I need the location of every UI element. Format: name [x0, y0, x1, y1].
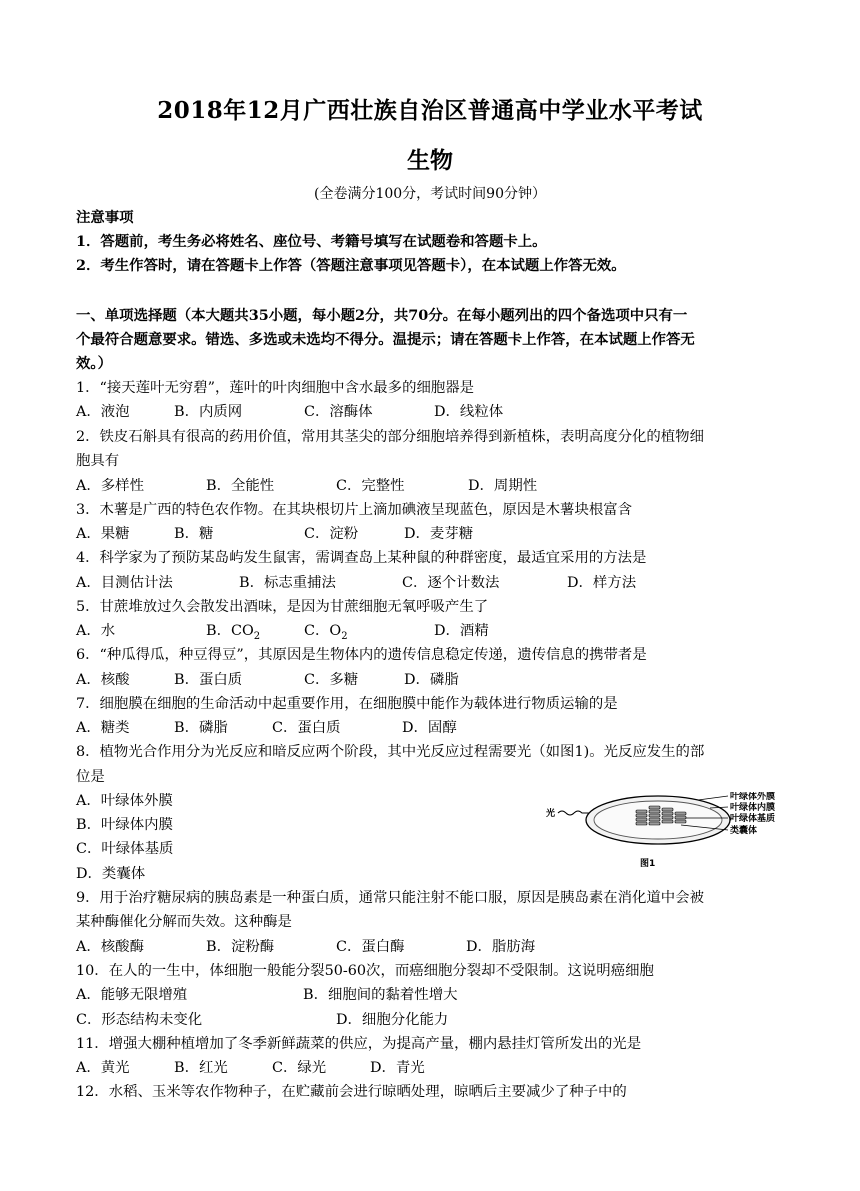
figure-label-stroma: 叶绿体基质	[730, 814, 776, 824]
section-intro: 一、单项选择题（本大题共35小题，每小题2分，共70分。在每小题列出的四个备选项中只有一	[76, 307, 688, 324]
question-options	[76, 573, 636, 593]
notice-heading: 注意事项	[76, 209, 134, 226]
question-stem: 3．木薯是广西的特色农作物。在其块根切片上滴加碘液呈现蓝色，原因是木薯块根富含	[76, 502, 633, 518]
question-stem: 位是	[76, 769, 105, 785]
exam-info: (全卷满分100分，考试时间90分钟）	[314, 186, 546, 202]
option-b: B．叶绿体内膜	[76, 817, 173, 833]
option-b: B．细胞间的黏着性增大	[303, 987, 458, 1003]
section-intro: 效。）	[76, 355, 112, 372]
option-b: B．标志重捕法	[239, 575, 336, 591]
question-stem: 1．“接天莲叶无穷碧”，莲叶的叶肉细胞中含水最多的细胞器是	[76, 380, 475, 396]
question-options	[76, 670, 459, 690]
question-options	[76, 985, 457, 1005]
option-a: A．多样性	[76, 478, 144, 494]
light-label: 光	[546, 809, 556, 819]
option-b: B．全能性	[206, 478, 275, 494]
option-c: C．多糖	[304, 672, 359, 688]
question-options	[76, 1010, 448, 1030]
figure-label-outer-membrane: 叶绿体外膜	[730, 792, 776, 802]
option-c: C．$O_2$	[304, 623, 348, 642]
option-b: B．红光	[174, 1060, 228, 1076]
section-intro: 个最符合题意要求。错选、多选或未选均不得分。温提示；请在答题卡上作答，在本试题上作答无	[76, 331, 695, 348]
option-a: A．果糖	[76, 526, 130, 542]
option-b: B．淀粉酶	[206, 939, 275, 955]
option-d: D．细胞分化能力	[336, 1012, 449, 1028]
option-b: B．磷脂	[174, 720, 228, 736]
option-b: B．蛋白质	[174, 672, 243, 688]
option-a: A．叶绿体外膜	[76, 793, 173, 809]
question-stem: 5．甘蔗堆放过久会散发出酒味，是因为甘蔗细胞无氧呼吸产生了	[76, 599, 489, 615]
option-c: C．溶酶体	[304, 404, 373, 420]
option-a: A．核酸酶	[76, 939, 144, 955]
figure-label-inner-membrane: 叶绿体内膜	[730, 803, 776, 813]
subject-title: 生物	[407, 147, 453, 174]
question-stem: 某种酶催化分解而失效。这种酶是	[76, 914, 292, 930]
option-d: D．脂肪海	[466, 939, 536, 955]
option-b: B．$CO_2$	[206, 623, 261, 642]
option-c: C．绿光	[272, 1060, 327, 1076]
notice-item: 2．考生作答时，请在答题卡上作答（答题注意事项见答题卡），在本试题上作答无效。	[76, 257, 626, 274]
question-options	[76, 476, 537, 496]
figure-caption: 图1	[640, 859, 656, 869]
light-wave-icon	[558, 811, 590, 815]
option-a: A．液泡	[76, 404, 130, 420]
option-c: C．淀粉	[304, 526, 359, 542]
question-stem: 11．增强大棚种植增加了冬季新鲜蔬菜的供应，为提高产量，棚内悬挂灯管所发出的光是	[76, 1036, 642, 1052]
option-d: D．酒精	[434, 623, 489, 639]
question-stem: 8．植物光合作用分为光反应和暗反应两个阶段，其中光反应过程需要光（如图1)。光反应发生的部	[76, 744, 705, 760]
option-b: B．内质网	[174, 404, 243, 420]
option-d: D．线粒体	[434, 404, 504, 420]
question-stem: 2．铁皮石斛具有很高的药用价值，常用其茎尖的部分细胞培养得到新植株，表明高度分化的植物细	[76, 429, 704, 445]
question-options	[76, 524, 473, 544]
question-options	[76, 718, 457, 738]
question-options	[76, 402, 503, 422]
option-a: A．黄光	[76, 1060, 130, 1076]
notice-item: 1．答题前，考生务必将姓名、座位号、考籍号填写在试题卷和答题卡上。	[76, 233, 547, 250]
figure-label-thylakoid: 类囊体	[730, 826, 758, 836]
option-a: A．水	[76, 623, 116, 639]
option-c: C．完整性	[336, 478, 405, 494]
option-b: B．糖	[174, 526, 214, 542]
question-stem: 10．在人的一生中，体细胞一般能分裂50-60次，而癌细胞分裂却不受限制。这说明癌细胞	[76, 963, 654, 979]
option-d: D．类囊体	[76, 866, 146, 882]
chloroplast-figure	[540, 792, 790, 872]
option-d: D．周期性	[468, 478, 538, 494]
exam-title: 2018年12月广西壮族自治区普通高中学业水平考试	[157, 97, 703, 124]
option-a: A．目测估计法	[76, 575, 173, 591]
option-c: C．逐个计数法	[402, 575, 500, 591]
option-d: D．固醇	[402, 720, 457, 736]
option-c: C．形态结构未变化	[76, 1012, 203, 1028]
question-stem: 12．水稻、玉米等农作物种子，在贮藏前会进行晾晒处理，晾晒后主要减少了种子中的	[76, 1084, 627, 1100]
option-a: A．糖类	[76, 720, 130, 736]
question-stem: 7．细胞膜在细胞的生命活动中起重要作用，在细胞膜中能作为载体进行物质运输的是	[76, 696, 618, 712]
option-d: D．磷脂	[404, 672, 459, 688]
option-d: D．样方法	[567, 575, 637, 591]
question-options	[76, 621, 489, 641]
option-a: A．核酸	[76, 672, 130, 688]
option-c: C．叶绿体基质	[76, 841, 174, 857]
question-stem: 6．“种瓜得瓜，种豆得豆”，其原因是生物体内的遗传信息稳定传递，遗传信息的携带者是	[76, 647, 647, 663]
option-c: C．蛋白酶	[336, 939, 405, 955]
option-c: C．蛋白质	[272, 720, 341, 736]
option-a: A．能够无限增殖	[76, 987, 188, 1003]
question-options	[76, 1058, 425, 1078]
option-d: D．青光	[370, 1060, 425, 1076]
question-options	[76, 937, 535, 957]
question-stem: 胞具有	[76, 453, 120, 469]
question-stem: 4．科学家为了预防某岛屿发生鼠害，需调查岛上某种鼠的种群密度，最适宜采用的方法是	[76, 550, 647, 566]
question-stem: 9．用于治疗糖尿病的胰岛素是一种蛋白质，通常只能注射不能口服，原因是胰岛素在消化道中会被	[76, 890, 704, 906]
option-d: D．麦芽糖	[404, 526, 474, 542]
